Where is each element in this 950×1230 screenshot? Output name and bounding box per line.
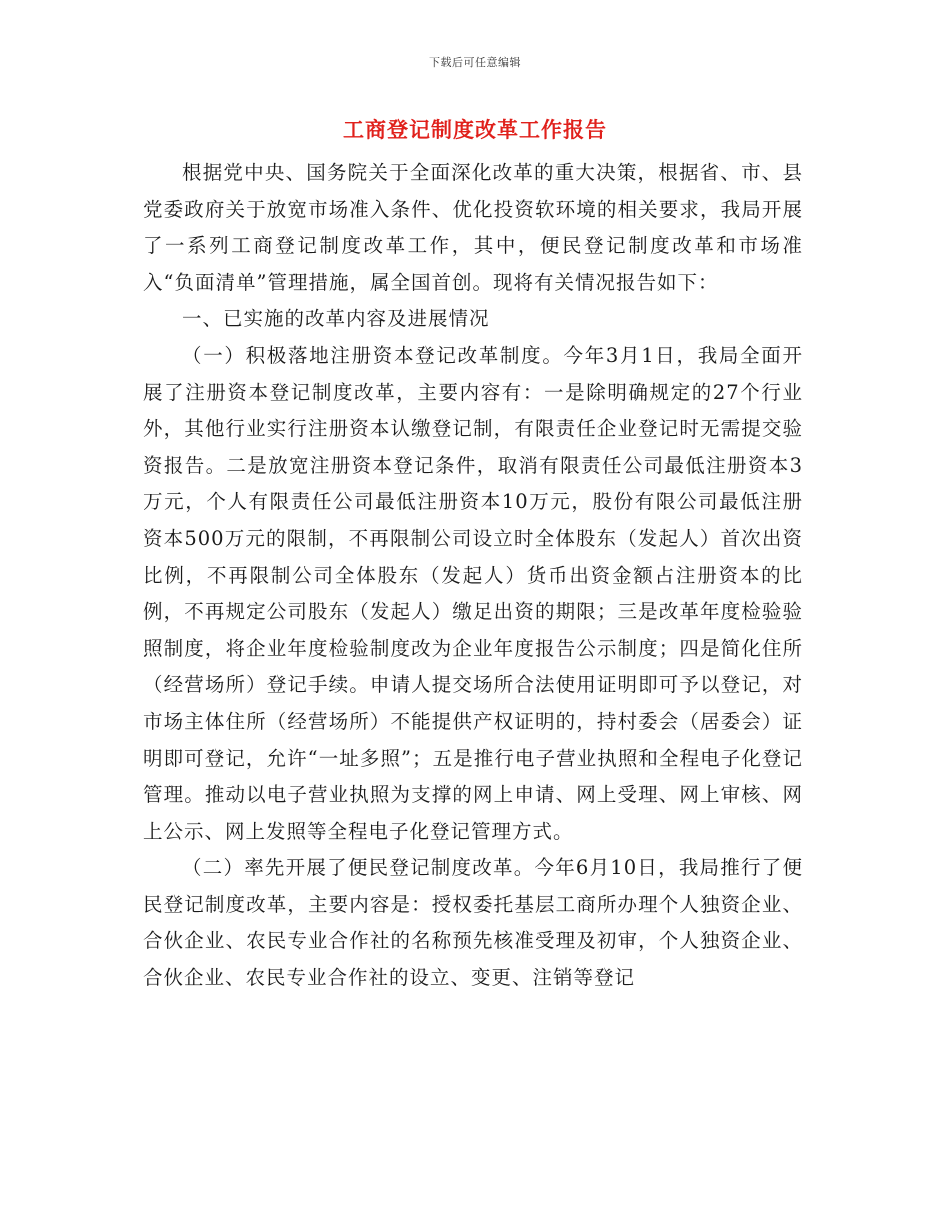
header-note: 下载后可任意编辑 bbox=[429, 56, 521, 69]
document-title: 工商登记制度改革工作报告 bbox=[343, 117, 607, 142]
section-heading-1: 一、已实施的改革内容及进展情况 bbox=[182, 307, 490, 331]
paragraph-intro: 根据党中央、国务院关于全面深化改革的重大决策，根据省、市、县党委政府关于放宽市场准入条件、优化投资软环境的相关要求，我局开展了一系列工商登记制度改革工作，其中，便民登记制度改革和市场准入“负面清单”管理措施，属全国首创。现将有关情况报告如下： bbox=[143, 161, 803, 294]
paragraph-section-1-2: （二）率先开展了便民登记制度改革。今年6月10日，我局推行了便民登记制度改革，主要内容是：授权委托基层工商所办理个人独资企业、合伙企业、农民专业合作社的名称预先核准受理及初审，个人独资企业、合伙企业、农民专业合作社的设立、变更、注销等登记 bbox=[143, 856, 803, 990]
document-body bbox=[143, 155, 803, 997]
paragraph-section-1-1: （一）积极落地注册资本登记改革制度。今年3月1日，我局全面开展了注册资本登记制度改革，主要内容有：一是除明确规定的27个行业外，其他行业实行注册资本认缴登记制，有限责任企业登记时无需提交验资报告。二是放宽注册资本登记条件，取消有限责任公司最低注册资本3万元，个人有限责任公司最低注册资本10万元，股份有限公司最低注册资本500万元的限制，不再限制公司设立时全体股东（发起人）首次出资比例，不再限制公司全体股东（发起人）货币出资金额占注册资本的比例，不再规定公司股东（发起人）缴足出资的期限；三是改革年度检验验照制度，将企业年度检验制度改为企业年度报告公示制度；四是简化住所（经营场所）登记手续。申请人提交场所合法使用证明即可予以登记，对市场主体住所（经营场所）不能提供产权证明的，持村委会（居委会）证明即可登记，允许“一址多照”；五是推行电子营业执照和全程电子化登记管理。推动以电子营业执照为支撑的网上申请、网上受理、网上审核、网上公示、网上发照等全程电子化登记管理方式。 bbox=[143, 343, 803, 843]
